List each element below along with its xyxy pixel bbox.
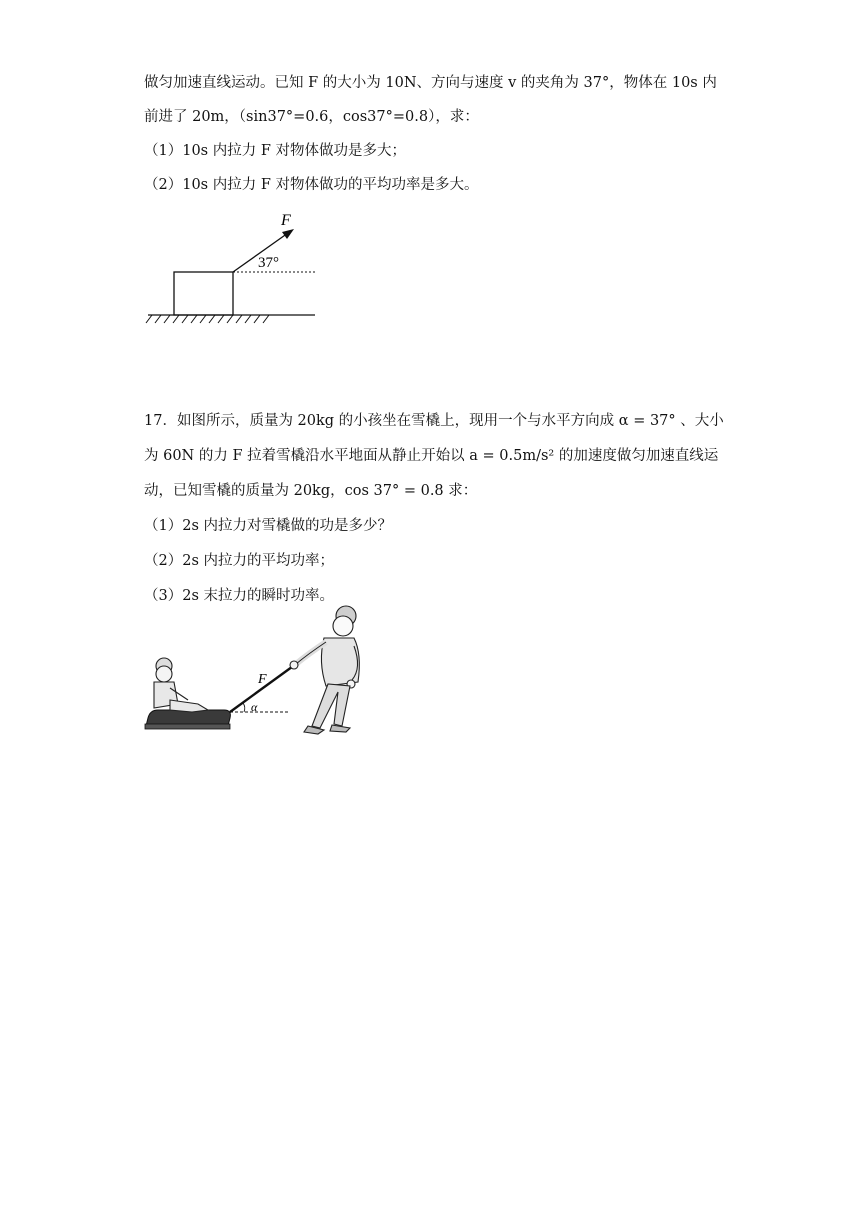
p17-line-3: 动，已知雪橇的质量为 20kg，cos 37° = 0.8 求： [144, 483, 478, 499]
p16-force-diagram [140, 205, 330, 330]
adult-glove [290, 661, 298, 669]
adult-head [333, 616, 353, 636]
sled [146, 710, 230, 726]
child-head [156, 666, 172, 682]
angle-label: 37° [258, 255, 279, 271]
force-label: F [281, 212, 291, 229]
adult-coat [321, 638, 359, 686]
p16-line-1: 做匀加速直线运动。已知 F 的大小为 10N、方向与速度 v 的夹角为 37°，物体在 10s 内 [144, 75, 717, 91]
angle-arc [243, 703, 245, 712]
p16-question-1: （1）10s 内拉力 F 对物体做功是多大； [144, 143, 407, 159]
adult-legs [312, 684, 350, 728]
p16-line-2: 前进了 20m，（sin37°=0.6，cos37°=0.8），求： [144, 109, 479, 125]
p17-question-3: （3）2s 末拉力的瞬时功率。 [144, 588, 334, 604]
p17-sled-illustration [140, 604, 380, 740]
block [174, 272, 233, 315]
p17-question-1: （1）2s 内拉力对雪橇做的功是多少？ [144, 518, 392, 534]
child-legs [170, 700, 208, 712]
p16-question-2: （2）10s 内拉力 F 对物体做功的平均功率是多大。 [144, 177, 479, 193]
p17-line-2: 为 60N 的力 F 拉着雪橇沿水平地面从静止开始以 a = 0.5m/s² 的加速度做匀加速直线运 [144, 448, 719, 464]
force-label: F [258, 672, 267, 687]
child-figure [154, 658, 208, 712]
ground-hatching [146, 315, 269, 323]
sled-runner [145, 724, 230, 729]
adult-shoe-right [330, 725, 350, 732]
p17-line-1: 17．如图所示，质量为 20kg 的小孩坐在雪橇上，现用一个与水平方向成 α = 37° 、大小 [144, 413, 724, 429]
angle-label: α [251, 700, 258, 714]
adult-figure [290, 606, 359, 734]
force-arrowhead [282, 229, 294, 239]
p17-question-2: （2）2s 内拉力的平均功率； [144, 553, 334, 569]
